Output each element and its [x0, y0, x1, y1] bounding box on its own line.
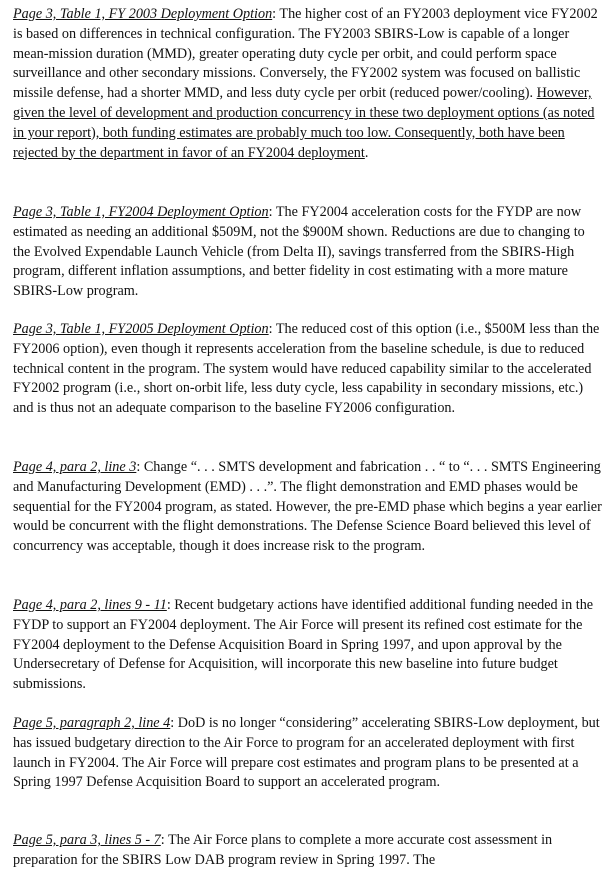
paragraph-tail: .: [364, 144, 369, 161]
underlined-statement: However, given the level of development and production concurrency in these two deployment options (as noted in your report), both funding estimates are probably much too low. Consequently, both have been rejected by the department in favor of an FY2004 deployment: [13, 85, 595, 161]
paragraph-text: : Recent budgetary actions have identified additional funding needed in the FYDP to support an FY2004 deployment. The Air Force will present its refined cost estimate for the FY2004 deployment to the Defense Acquisition Board in Spring 1997, and upon approval by the Undersecretary of Defense for Acquisition, will incorporate this new baseline into future budget submissions.: [13, 597, 594, 693]
page-reference: Page 4, para 2, line 3: [13, 459, 137, 475]
paragraph-text: : Change “. . . SMTS development and fabrication . . “ to “. . . SMTS Engineering and Manufacturing Development (EMD) . . .”. The flight demonstration and EMD phases would be sequential for the FY2004 program, as stated. However, the pre-EMD phase which begins a year earlier would be concurrent with the flight demonstrations. The Defense Science Board believed this level of concurrency was acceptable, though it does increase risk to the program.: [13, 459, 602, 555]
comment-fy2004-deployment-option: [13, 203, 603, 302]
page-reference: Page 5, paragraph 2, line 4: [13, 715, 171, 731]
paragraph-text: : The Air Force plans to complete a more accurate cost assessment in preparation for the SBIRS Low DAB program review in Spring 1997. The: [13, 832, 553, 868]
paragraph-text: : The reduced cost of this option (i.e., $500M less than the FY2006 option), even though it represents acceleration from the baseline schedule, is due to reduced technical content in the program. The system would have reduced capability similar to the accelerated FY2002 program (i.e., short on-orbit life, less duty cycle, less capability in secondary missions, etc.) and is thus not an adequate comparison to the baseline FY2006 configuration.: [13, 321, 600, 417]
paragraph-text: : DoD is no longer “considering” accelerating SBIRS-Low deployment, but has issued budgetary direction to the Air Force to program for an accelerated deployment with first launch in FY2004. The Air Force will prepare cost estimates and program plans to be presented at a Spring 1997 Defense Acquisition Board to support an accelerated program.: [13, 715, 600, 791]
comment-page4-para2-lines9-11: [13, 596, 603, 695]
paragraph-text: : The higher cost of an FY2003 deployment vice FY2002 is based on differences in technical configuration. The FY2003 SBIRS-Low is capable of a longer mean-mission duration (MMD), greater operating duty cycle per orbit, and could perform space surveillance and other secondary missions. Conversely, the FY2002 system was focused on ballistic missile defense, had a shorter MMD, and less duty cycle per orbit (reduced power/cooling).: [13, 6, 598, 102]
comment-page5-paragraph2-line4: [13, 714, 603, 793]
comment-fy2003-deployment-option: [13, 5, 603, 163]
comment-page4-para2-line3: [13, 458, 603, 557]
page-reference: Page 4, para 2, lines 9 - 11: [13, 597, 167, 613]
page-reference: Page 3, Table 1, FY2005 Deployment Option: [13, 321, 269, 337]
page-reference: Page 3, Table 1, FY2004 Deployment Option: [13, 204, 269, 220]
page-reference: Page 3, Table 1, FY 2003 Deployment Option: [13, 6, 273, 22]
comment-page5-para3-lines5-7: [13, 831, 603, 871]
page-reference: Page 5, para 3, lines 5 - 7: [13, 832, 161, 848]
comment-fy2005-deployment-option: [13, 320, 603, 419]
paragraph-text: : The FY2004 acceleration costs for the FYDP are now estimated as needing an additional $509M, not the $900M shown. Reductions are due to changing to the Evolved Expendable Launch Vehicle (from Delta II), savings transferred from the SBIRS-High program, different inflation assumptions, and better fidelity in cost estimating with a more mature SBIRS-Low program.: [13, 204, 585, 300]
